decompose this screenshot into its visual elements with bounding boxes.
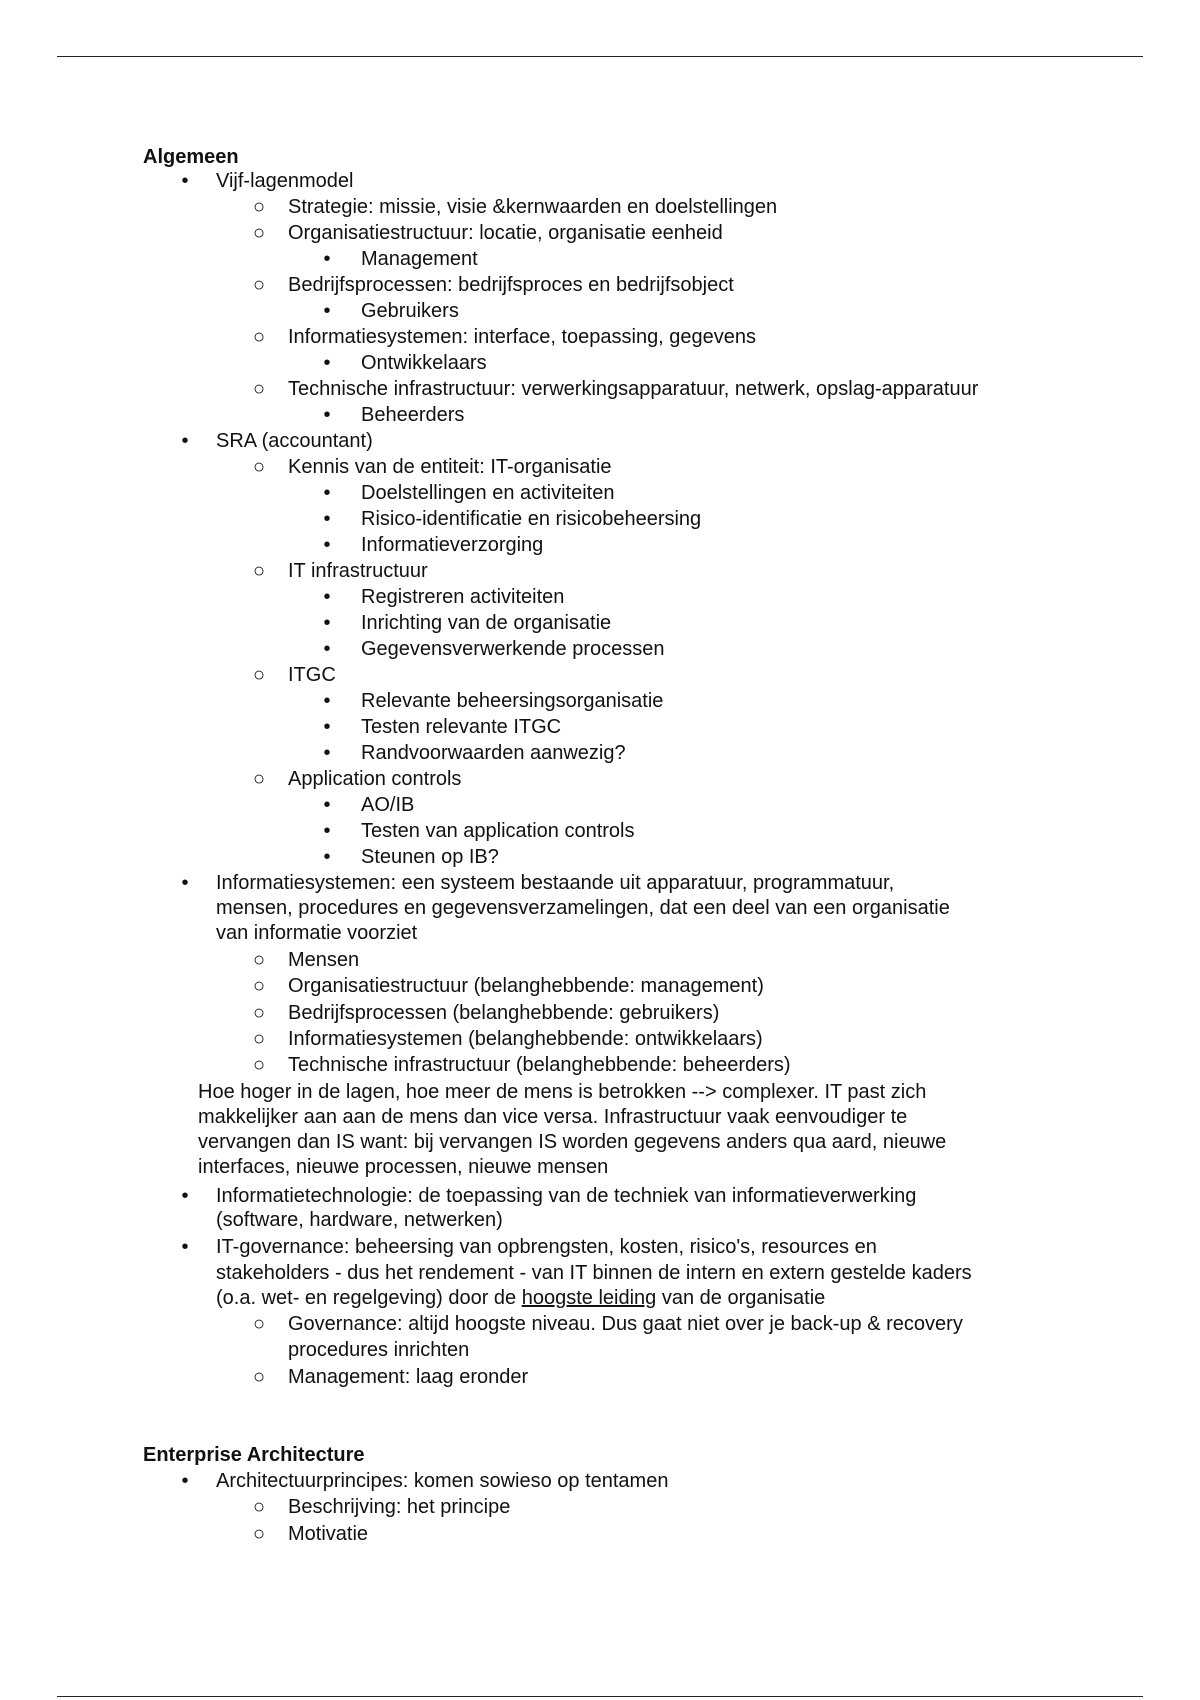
circle-bullet-icon: ○ — [252, 222, 266, 244]
list-item: Kennis van de entiteit: IT-organisatie — [288, 456, 612, 478]
bullet-icon: • — [181, 430, 189, 452]
bullet-icon: • — [181, 170, 189, 192]
list-item: Strategie: missie, visie &kernwaarden en doelstellingen — [288, 196, 778, 218]
paragraph-line: interfaces, nieuwe processen, nieuwe mensen — [198, 1156, 609, 1178]
circle-bullet-icon: ○ — [252, 196, 266, 218]
list-item: Informatieverzorging — [361, 534, 544, 556]
list-item: Application controls — [288, 768, 462, 790]
list-item: ITGC — [288, 664, 336, 686]
list-item: Gegevensverwerkende processen — [361, 638, 665, 660]
bullet-icon: • — [323, 820, 331, 842]
circle-bullet-icon: ○ — [252, 1028, 266, 1050]
footer-rule — [57, 1696, 1143, 1697]
bullet-icon: • — [323, 794, 331, 816]
bullet-icon: • — [181, 1185, 189, 1207]
list-item: Ontwikkelaars — [361, 352, 487, 374]
list-item: Informatietechnologie: de toepassing van de techniek van informatieverwerking — [216, 1185, 917, 1207]
bullet-icon: • — [323, 248, 331, 270]
list-item-continuation: stakeholders - dus het rendement - van IT binnen de intern en extern gestelde kaders — [216, 1262, 972, 1284]
circle-bullet-icon: ○ — [252, 378, 266, 400]
list-item: IT infrastructuur — [288, 560, 428, 582]
bullet-icon: • — [181, 1236, 189, 1258]
circle-bullet-icon: ○ — [252, 1523, 266, 1545]
list-item: Randvoorwaarden aanwezig? — [361, 742, 626, 764]
bullet-icon: • — [323, 716, 331, 738]
circle-bullet-icon: ○ — [252, 456, 266, 478]
bullet-icon: • — [323, 690, 331, 712]
paragraph-line: Hoe hoger in de lagen, hoe meer de mens is betrokken --> complexer. IT past zich — [198, 1081, 927, 1103]
bullet-icon: • — [323, 404, 331, 426]
list-item: Testen van application controls — [361, 820, 635, 842]
bullet-icon: • — [323, 742, 331, 764]
list-item: Doelstellingen en activiteiten — [361, 482, 615, 504]
circle-bullet-icon: ○ — [252, 768, 266, 790]
circle-bullet-icon: ○ — [252, 1002, 266, 1024]
list-item: Governance: altijd hoogste niveau. Dus gaat niet over je back-up & recovery — [288, 1313, 963, 1335]
list-item: Management: laag eronder — [288, 1366, 529, 1388]
circle-bullet-icon: ○ — [252, 664, 266, 686]
text-fragment: (o.a. wet- en regelgeving) door de — [216, 1287, 522, 1309]
list-item: Technische infrastructuur: verwerkingsapparatuur, netwerk, opslag-apparatuur — [288, 378, 979, 400]
list-item-continuation: (software, hardware, netwerken) — [216, 1209, 503, 1231]
list-item: SRA (accountant) — [216, 430, 373, 452]
section-heading-enterprise-architecture: Enterprise Architecture — [143, 1444, 365, 1466]
circle-bullet-icon: ○ — [252, 1496, 266, 1518]
list-item: Relevante beheersingsorganisatie — [361, 690, 664, 712]
bullet-icon: • — [181, 872, 189, 894]
bullet-icon: • — [323, 638, 331, 660]
bullet-icon: • — [323, 534, 331, 556]
list-item: Motivatie — [288, 1523, 369, 1545]
list-item: Bedrijfsprocessen: bedrijfsproces en bedrijfsobject — [288, 274, 734, 296]
list-item: Informatiesystemen (belanghebbende: ontwikkelaars) — [288, 1028, 763, 1050]
list-item-continuation — [216, 1286, 825, 1310]
list-item: Beheerders — [361, 404, 465, 426]
header-rule — [57, 56, 1143, 57]
list-item: Management — [361, 248, 478, 270]
list-item: Bedrijfsprocessen (belanghebbende: gebruikers) — [288, 1002, 720, 1024]
circle-bullet-icon: ○ — [252, 1054, 266, 1076]
list-item: Inrichting van de organisatie — [361, 612, 612, 634]
bullet-icon: • — [181, 1470, 189, 1492]
circle-bullet-icon: ○ — [252, 975, 266, 997]
list-item: Testen relevante ITGC — [361, 716, 562, 738]
list-item: Organisatiestructuur: locatie, organisatie eenheid — [288, 222, 723, 244]
list-item: Informatiesystemen: een systeem bestaande uit apparatuur, programmatuur, — [216, 872, 895, 894]
list-item-continuation: mensen, procedures en gegevensverzamelingen, dat een deel van een organisatie — [216, 897, 950, 919]
list-item-continuation: procedures inrichten — [288, 1339, 470, 1361]
underlined-text: hoogste leiding — [521, 1287, 657, 1309]
list-item: IT-governance: beheersing van opbrengsten, kosten, risico's, resources en — [216, 1236, 877, 1258]
list-item-continuation: van informatie voorziet — [216, 922, 418, 944]
bullet-icon: • — [323, 352, 331, 374]
list-item: Registreren activiteiten — [361, 586, 565, 608]
list-item: Steunen op IB? — [361, 846, 499, 868]
bullet-icon: • — [323, 586, 331, 608]
list-item: Organisatiestructuur (belanghebbende: management) — [288, 975, 764, 997]
circle-bullet-icon: ○ — [252, 1366, 266, 1388]
paragraph-line: makkelijker aan aan de mens dan vice versa. Infrastructuur vaak eenvoudiger te — [198, 1106, 908, 1128]
list-item: Mensen — [288, 949, 360, 971]
circle-bullet-icon: ○ — [252, 560, 266, 582]
bullet-icon: • — [323, 482, 331, 504]
circle-bullet-icon: ○ — [252, 326, 266, 348]
bullet-icon: • — [323, 846, 331, 868]
list-item: Technische infrastructuur (belanghebbende: beheerders) — [288, 1054, 791, 1076]
circle-bullet-icon: ○ — [252, 274, 266, 296]
paragraph-line: vervangen dan IS want: bij vervangen IS worden gegevens anders qua aard, nieuwe — [198, 1131, 947, 1153]
list-item: Gebruikers — [361, 300, 459, 322]
text-fragment: van de organisatie — [656, 1287, 826, 1309]
list-item: Vijf-lagenmodel — [216, 170, 354, 192]
circle-bullet-icon: ○ — [252, 949, 266, 971]
bullet-icon: • — [323, 300, 331, 322]
list-item: AO/IB — [361, 794, 415, 816]
list-item: Beschrijving: het principe — [288, 1496, 511, 1518]
bullet-icon: • — [323, 508, 331, 530]
list-item: Architectuurprincipes: komen sowieso op tentamen — [216, 1470, 669, 1492]
list-item: Informatiesystemen: interface, toepassing, gegevens — [288, 326, 757, 348]
circle-bullet-icon: ○ — [252, 1313, 266, 1335]
list-item: Risico-identificatie en risicobeheersing — [361, 508, 702, 530]
section-heading-algemeen: Algemeen — [143, 146, 239, 168]
bullet-icon: • — [323, 612, 331, 634]
